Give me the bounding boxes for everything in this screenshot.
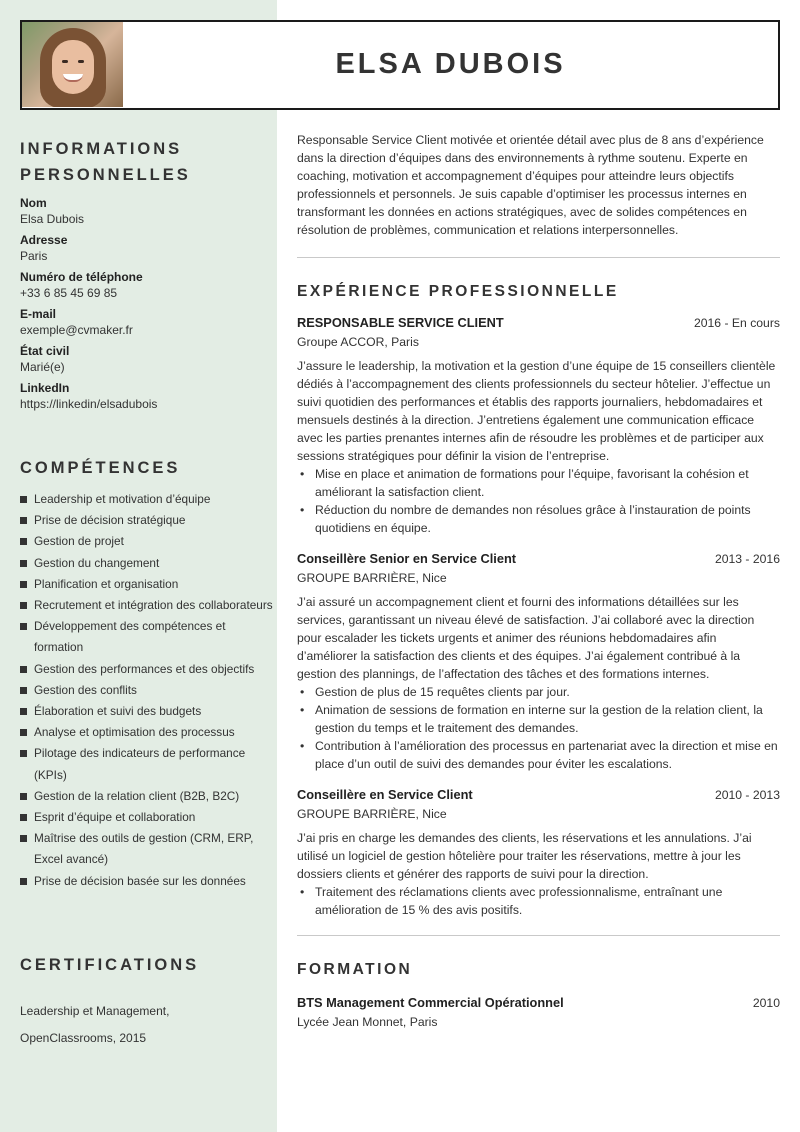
education-entry — [297, 995, 780, 1031]
job-entry — [297, 551, 780, 773]
candidate-name: ELSA DUBOIS — [335, 48, 566, 80]
skills-title: COMPÉTENCES — [20, 459, 181, 477]
job-date: 2013 - 2016 — [714, 552, 780, 566]
square-bullet-icon — [20, 814, 27, 821]
skill-item — [20, 722, 275, 743]
job-bullet: • Contribution à l’amélioration des processus en partenariat avec la direction et mise en place d’un outil de suivi des demandes pour éviter les escalations. — [297, 737, 780, 773]
profile-summary: Responsable Service Client motivée et orientée détail avec plus de 8 ans d’expérience dans la direction d’équipes dans des environnements à rythme soutenu. Experte en coaching, motivation et accompagnement d’équipes pour atteindre leurs objectifs professionnels et personnels. Je suis capable d’optimiser les processus internes en transformant les données en actions stratégiques, avec de solides compétences en résolution de problèmes, communication et relations interpersonnelles. — [297, 133, 764, 237]
square-bullet-icon — [20, 581, 27, 588]
job-company: GROUPE BARRIÈRE, Nice — [297, 807, 447, 821]
skill-label: Élaboration et suivi des budgets — [34, 704, 202, 719]
job-entry — [297, 315, 780, 537]
square-bullet-icon — [20, 729, 27, 736]
job-date: 2010 - 2013 — [714, 788, 780, 802]
job-entry — [297, 787, 780, 919]
certification-line: Leadership et Management, — [20, 1004, 170, 1018]
info-label: Adresse — [20, 233, 68, 247]
job-description: J’ai assuré un accompagnement client et fourni des informations détaillées sur les services, garantissant un niveau élevé de satisfaction. J’ai collaboré avec la direction pour escalader les tickets urgents et animer des réunions hebdomadaires afin d’améliorer la satisfaction des clients et des équipes. J’ai également contribué à la gestion des plannings, de l’affectation des tâches et des formations internes. — [297, 595, 755, 681]
info-label: LinkedIn — [20, 381, 70, 395]
info-item — [20, 233, 270, 265]
skill-label: Recrutement et intégration des collaborateurs — [34, 598, 273, 613]
square-bullet-icon — [20, 560, 27, 567]
skill-item — [20, 828, 275, 870]
info-item — [20, 381, 270, 413]
square-bullet-icon — [20, 602, 27, 609]
certifications-title: CERTIFICATIONS — [20, 956, 200, 974]
personal-info-section — [20, 136, 270, 413]
section-divider — [297, 257, 780, 258]
skill-label: Gestion des conflits — [34, 682, 137, 697]
skill-label: Prise de décision stratégique — [34, 513, 186, 528]
square-bullet-icon — [20, 708, 27, 715]
square-bullet-icon — [20, 687, 27, 694]
info-item — [20, 196, 270, 228]
job-bullet: • Traitement des réclamations clients avec professionnalisme, entraînant une amélioration de 15 % des avis positifs. — [297, 883, 780, 919]
info-value: Elsa Dubois — [20, 212, 85, 226]
main-content — [297, 131, 780, 1031]
degree-date: 2010 — [752, 996, 780, 1010]
skill-item — [20, 743, 275, 785]
education-title: FORMATION — [297, 961, 413, 978]
job-description: J’assure le leadership, la motivation et la gestion d’une équipe de 15 conseillers clientèle dédiés à l’accompagnement des clients professionnels du secteur hôtelier. J’effectue un suivi quotidien des performances et établis des rapports journaliers, hebdomadaires et mensuels destinés à la direction. J’entretiens également une communication efficace avec les parties prenantes internes afin de résoudre les problèmes et de participer aux sessions stratégiques pour définir la vision de l’entreprise. — [297, 359, 776, 463]
job-description: J’ai pris en charge les demandes des clients, les réservations et les annulations. J’ai utilisé un logiciel de gestion hôtelière pour traiter les réservations, mettre à jour les dossiers clients et générer des rapports de suivi pour la direction. — [297, 831, 752, 881]
job-company: GROUPE BARRIÈRE, Nice — [297, 571, 447, 585]
skill-label: Gestion du changement — [34, 555, 160, 570]
skill-item — [20, 680, 275, 701]
job-title: RESPONSABLE SERVICE CLIENT — [297, 315, 504, 330]
info-value: +33 6 85 45 69 85 — [20, 286, 118, 300]
job-bullet: • Gestion de plus de 15 requêtes clients par jour. — [297, 683, 780, 701]
school-name: Lycée Jean Monnet, Paris — [297, 1015, 438, 1029]
skill-label: Esprit d’équipe et collaboration — [34, 810, 196, 825]
skill-item — [20, 510, 275, 531]
skill-item — [20, 574, 275, 595]
job-bullet: • Réduction du nombre de demandes non résolues grâce à l’instauration de points quotidiens en équipe. — [297, 501, 780, 537]
skill-item — [20, 595, 275, 616]
skill-item — [20, 701, 275, 722]
skill-item — [20, 659, 275, 680]
square-bullet-icon — [20, 835, 27, 842]
skill-item — [20, 489, 275, 510]
skill-label: Développement des compétences et formation — [34, 619, 226, 655]
square-bullet-icon — [20, 623, 27, 630]
info-label: État civil — [20, 344, 70, 358]
skill-item — [20, 807, 275, 828]
degree-title: BTS Management Commercial Opérationnel — [297, 995, 564, 1010]
skill-label: Gestion de la relation client (B2B, B2C) — [34, 788, 240, 803]
skill-item — [20, 786, 275, 807]
info-item — [20, 270, 270, 302]
info-label: E-mail — [20, 307, 57, 321]
square-bullet-icon — [20, 666, 27, 673]
skill-label: Gestion de projet — [34, 534, 124, 549]
job-company: Groupe ACCOR, Paris — [297, 335, 419, 349]
job-bullets — [297, 683, 780, 773]
profile-photo — [22, 22, 123, 107]
job-title: Conseillère en Service Client — [297, 787, 473, 802]
square-bullet-icon — [20, 517, 27, 524]
job-title: Conseillère Senior en Service Client — [297, 551, 517, 566]
skill-item — [20, 616, 275, 658]
skills-list — [20, 489, 275, 892]
job-bullet: • Animation de sessions de formation en interne sur la gestion de la relation client, la gestion du temps et le traitement des demandes. — [297, 701, 780, 737]
skill-label: Analyse et optimisation des processus — [34, 725, 235, 740]
skill-item — [20, 531, 275, 552]
personal-info-title: INFORMATIONS PERSONNELLES — [20, 140, 191, 184]
info-label: Nom — [20, 196, 47, 210]
square-bullet-icon — [20, 793, 27, 800]
skill-label: Prise de décision basée sur les données — [34, 873, 246, 888]
header — [20, 20, 780, 110]
square-bullet-icon — [20, 750, 27, 757]
certification-line: OpenClassrooms, 2015 — [20, 1030, 147, 1045]
skill-item — [20, 871, 275, 892]
info-value: https://linkedin/elsadubois — [20, 397, 158, 411]
certifications-section — [20, 952, 270, 1051]
skill-label: Planification et organisation — [34, 576, 179, 591]
skill-item — [20, 553, 275, 574]
section-divider — [297, 935, 780, 936]
info-label: Numéro de téléphone — [20, 270, 143, 284]
job-bullet: • Mise en place et animation de formations pour l’équipe, favorisant la cohésion et améliorant la satisfaction client. — [297, 465, 780, 501]
job-bullets — [297, 883, 780, 919]
skill-label: Gestion des performances et des objectifs — [34, 661, 255, 676]
info-value: Marié(e) — [20, 360, 65, 374]
info-item — [20, 307, 270, 339]
info-value: Paris — [20, 249, 48, 263]
square-bullet-icon — [20, 878, 27, 885]
square-bullet-icon — [20, 538, 27, 545]
skill-label: Pilotage des indicateurs de performance (KPIs) — [34, 746, 246, 782]
info-item — [20, 344, 270, 376]
square-bullet-icon — [20, 496, 27, 503]
skill-label: Maîtrise des outils de gestion (CRM, ERP, Excel avancé) — [34, 831, 254, 867]
info-value: exemple@cvmaker.fr — [20, 323, 133, 337]
experience-title: EXPÉRIENCE PROFESSIONNELLE — [297, 283, 619, 300]
skill-label: Leadership et motivation d’équipe — [34, 492, 211, 506]
job-date: 2016 - En cours — [693, 316, 780, 330]
skills-section — [20, 455, 275, 892]
job-bullets — [297, 465, 780, 537]
